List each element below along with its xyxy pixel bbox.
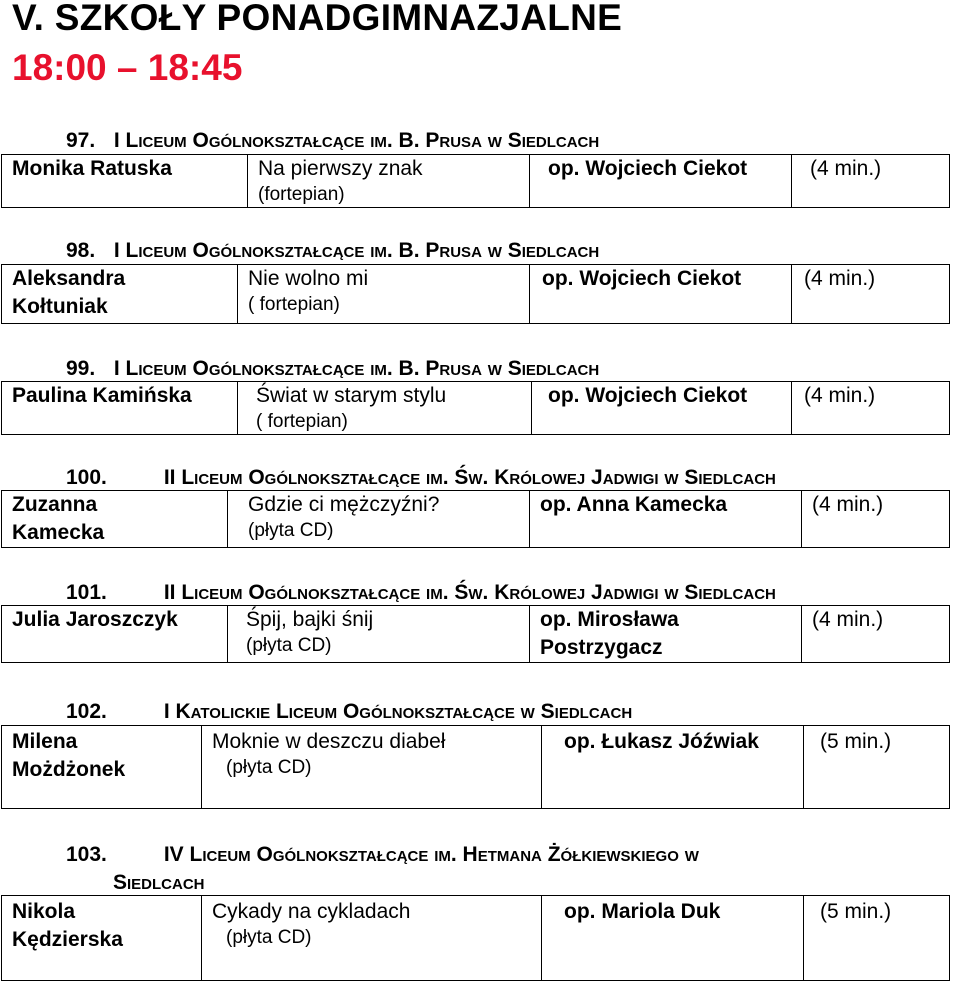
entry-header [66,842,699,868]
entry-number: 99. [66,357,96,380]
school-name: I Liceum Ogólnokształcące im. B. Prusa w Siedlcach [113,239,600,262]
song-cell [238,382,532,435]
performer-name: Monika Ratuska [12,157,172,180]
song-title: Moknie w deszczu diabeł [212,730,446,753]
song-cell [202,896,542,981]
time-slot: 18:00 – 18:45 [12,47,243,88]
teacher-name: op. Wojciech Ciekot [548,384,748,407]
instrument: (płyta CD) [246,635,332,656]
performer-cell [2,382,238,435]
school-name: I Liceum Ogólnokształcące im. B. Prusa w Siedlcach [113,357,600,380]
song-cell [202,726,542,809]
performer-cell [2,896,202,981]
duration: (4 min.) [810,157,882,180]
duration: (5 min.) [820,900,892,923]
performer-name: Aleksandra [12,267,126,290]
performer-name-line2: Możdżonek [12,758,126,781]
entry-number: 100. [66,466,107,489]
teacher-cell [530,265,792,324]
duration-cell [804,726,950,809]
duration-cell [792,382,950,435]
teacher-name: op. Wojciech Ciekot [542,267,742,290]
duration: (5 min.) [820,730,892,753]
entry-table [1,381,950,435]
school-name-line2: Siedlcach [113,871,205,894]
performer-name-line2: Kamecka [12,521,105,544]
song-title: Na pierwszy znak [258,157,423,180]
song-title: Świat w starym stylu [256,384,447,407]
entry-header [66,465,776,491]
teacher-cell [542,896,804,981]
page-title: V. SZKOŁY PONADGIMNAZJALNE [12,0,623,38]
instrument: (fortepian) [258,184,345,205]
song-title: Cykady na cykladach [212,900,411,923]
instrument: (płyta CD) [226,757,312,778]
school-name: I Liceum Ogólnokształcące im. B. Prusa w Siedlcach [113,129,600,152]
entry-number: 102. [66,700,107,723]
song-cell [248,155,530,208]
performer-name-line2: Kędzierska [12,928,123,951]
entry-header [66,580,776,606]
entry-table [1,490,950,548]
entry-table [1,725,950,809]
duration: (4 min.) [804,384,876,407]
duration-cell [792,155,950,208]
duration-cell [802,491,950,548]
school-name: IV Liceum Ogólnokształcące im. Hetmana Żółkiewskiego w [163,843,699,866]
teacher-name: op. Łukasz Jóźwiak [564,730,759,753]
entry-number: 103. [66,843,107,866]
performer-cell [2,155,248,208]
song-title: Śpij, bajki śnij [246,608,374,631]
performer-cell [2,265,238,324]
instrument: ( fortepian) [256,411,348,432]
entry-table [1,605,950,663]
performer-name: Zuzanna [12,493,98,516]
teacher-name: op. Wojciech Ciekot [548,157,748,180]
performer-cell [2,606,228,663]
entry-header [66,128,599,154]
performer-name: Nikola [12,900,76,923]
entry-number: 101. [66,581,107,604]
performer-cell [2,491,228,548]
teacher-name: op. Mariola Duk [564,900,721,923]
entry-number: 97. [66,129,96,152]
teacher-name: op. Anna Kamecka [540,493,728,516]
duration-cell [804,896,950,981]
duration-cell [792,265,950,324]
entry-table [1,154,950,208]
teacher-name-line2: Postrzygacz [540,636,663,659]
teacher-cell [542,726,804,809]
entry-header [66,238,599,264]
instrument: (płyta CD) [248,520,334,541]
entry-table [1,895,950,981]
performer-name: Paulina Kamińska [12,384,192,407]
duration: (4 min.) [812,608,884,631]
song-cell [228,491,530,548]
teacher-name: op. Mirosława [540,608,679,631]
teacher-cell [530,606,802,663]
school-name: II Liceum Ogólnokształcące im. Św. Królowej Jadwigi w Siedlcach [163,581,776,604]
school-name: II Liceum Ogólnokształcące im. Św. Królowej Jadwigi w Siedlcach [163,466,776,489]
performer-name: Milena [12,730,78,753]
duration: (4 min.) [812,493,884,516]
entry-table [1,264,950,324]
song-cell [238,265,530,324]
song-title: Nie wolno mi [248,267,369,290]
duration: (4 min.) [804,267,876,290]
entry-header-line2 [113,870,205,896]
school-name: I Katolickie Liceum Ogólnokształcące w Siedlcach [163,700,633,723]
instrument: ( fortepian) [248,294,340,315]
song-title: Gdzie ci mężczyźni? [248,493,440,516]
teacher-cell [530,491,802,548]
performer-cell [2,726,202,809]
entry-header [66,356,599,382]
teacher-cell [532,382,792,435]
entry-number: 98. [66,239,96,262]
song-cell [228,606,530,663]
performer-name: Julia Jaroszczyk [12,608,178,631]
performer-name-line2: Kołtuniak [12,295,108,318]
teacher-cell [530,155,792,208]
entry-header [66,699,632,725]
instrument: (płyta CD) [226,927,312,948]
duration-cell [802,606,950,663]
